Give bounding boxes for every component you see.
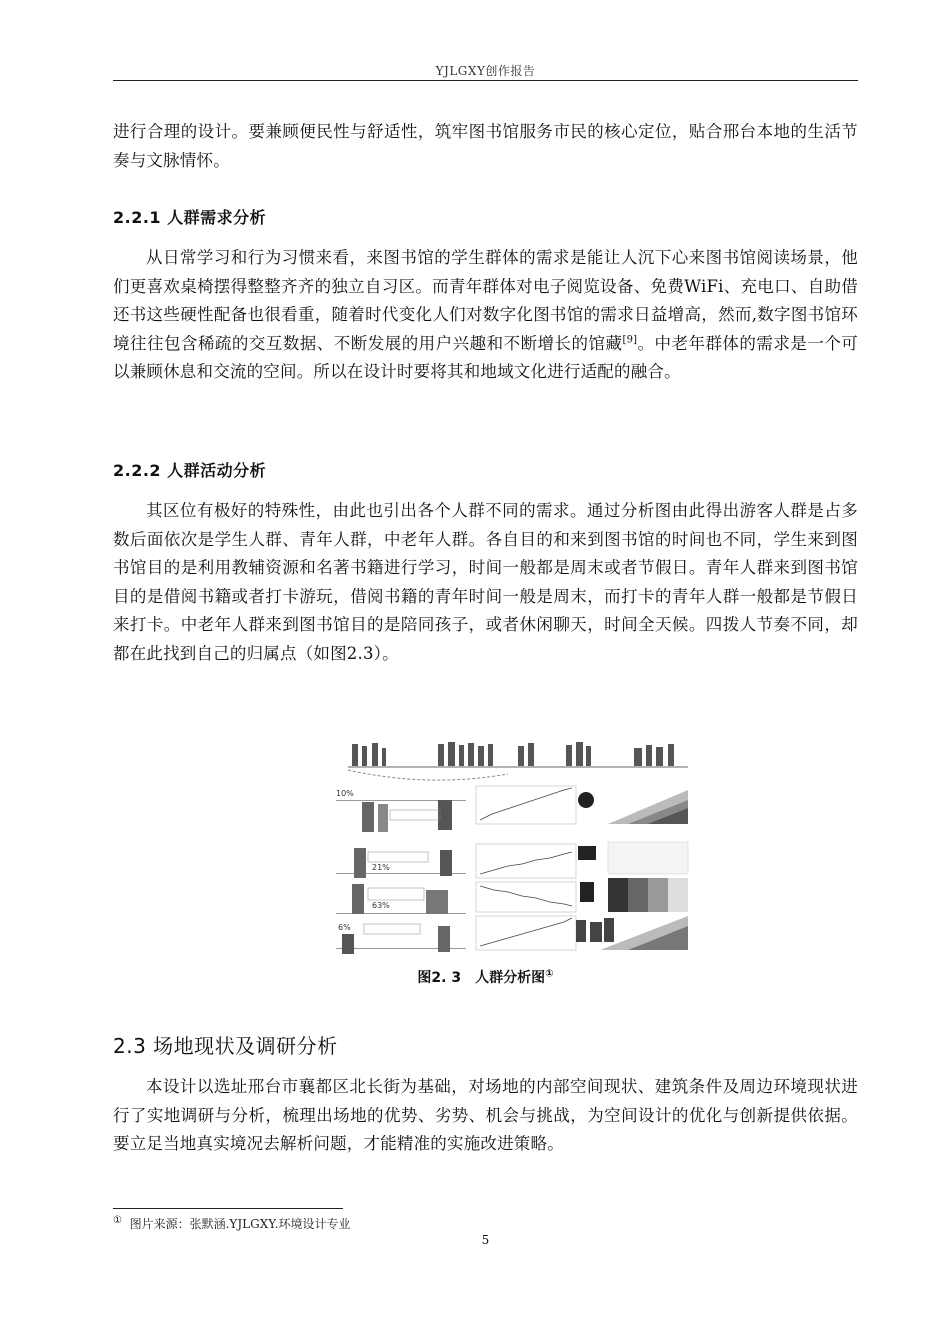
figure-caption-footnote-mark: ①: [545, 968, 554, 980]
section-heading-2-2-2: 2.2.2 人群活动分析: [113, 461, 267, 480]
top-silhouette-band: [348, 738, 688, 780]
intro-paragraph: 进行合理的设计。要兼顾便民性与舒适性，筑牢图书馆服务市民的核心定位，贴合邢台本地的生活节奏与文脉情怀。: [113, 122, 858, 170]
crowd-analysis-illustration: [328, 730, 692, 960]
site-survey-paragraph: 本设计以选址邢台市襄都区北长街为基础，对场地的内部空间现状、建筑条件及周边环境现状进行了实地调研与分析，梳理出场地的优势、劣势、机会与挑战，为空间设计的优化与创新提供依据。要立足当地真实境况去解析问题，才能精准的实施改进策略。: [113, 1077, 858, 1154]
crowd-needs-text-end: 。中老年群体的需求是一个可以兼顾休息和交流的空间。所以在设计时要将其和地域文化进行适配的融合。: [113, 333, 859, 382]
figure-caption: [113, 967, 858, 987]
percentage-label: 21%: [372, 863, 390, 872]
crowd-row-1: [336, 789, 466, 832]
section-heading-2-2-1: 2.2.1 人群需求分析: [113, 208, 267, 227]
citation-ref: [9]: [622, 334, 638, 346]
crowd-row-4: [336, 923, 466, 954]
crowd-row-2: [336, 848, 466, 878]
percentage-label: 10%: [336, 789, 354, 798]
footnote-mark: ①: [113, 1215, 122, 1226]
activity-icons: [578, 792, 596, 902]
crowd-analysis-figure: [328, 730, 692, 960]
footnote-divider: [113, 1208, 343, 1209]
header-divider: [113, 80, 858, 81]
crowd-needs-paragraph: [113, 244, 858, 387]
trend-charts: [476, 786, 576, 950]
percentage-label: 6%: [338, 923, 351, 932]
page-header: YJLGXY创作报告: [435, 64, 536, 78]
figure-caption-text: 图2. 3 人群分析图: [417, 970, 546, 986]
page-number: 5: [481, 1233, 490, 1247]
footnote-text: 图片来源：张默涵.YJLGXY.环境设计专业: [129, 1217, 351, 1231]
crowd-row-3: [336, 884, 466, 914]
seated-group-illustration: [576, 918, 614, 942]
crowd-activity-paragraph: 其区位有极好的特殊性，由此也引出各个人群不同的需求。通过分析图由此得出游客人群是占多数后面依次是学生人群、青年人群，中老年人群。各自目的和来到图书馆的时间也不同，学生来到图书馆目的是利用教辅资源和名著书籍进行学习，时间一般都是周末或者节假日。青年人群来到图书馆目的是借阅书籍或者打卡游玩，借阅书籍的青年时间一般是周末，而打卡的青年人群一般都是节假日来打卡。中老年人群来到图书馆目的是陪同孩子，或者休闲聊天，时间全天候。四拨人节奏不同，却都在此找到自己的归属点（如图2.3）。: [113, 501, 858, 663]
footnote: [113, 1215, 350, 1232]
percentage-label: 63%: [372, 901, 390, 910]
crowd-needs-text: 从日常学习和行为习惯来看，来图书馆的学生群体的需求是能让人沉下心来图书馆阅读场景，他们更喜欢桌椅摆得整整齐齐的独立自习区。而青年群体对电子阅览设备、免费WiFi、充电口、自助借还书这些硬性配备也很看重，随着时代变化人们对数字化图书馆的需求日益增高，然而,数字图书馆环境往往包含稀疏的交互数据、不断发展的用户兴趣和不断增长的馆藏: [113, 248, 858, 353]
section-heading-2-3: 2.3 场地现状及调研分析: [113, 1034, 338, 1058]
